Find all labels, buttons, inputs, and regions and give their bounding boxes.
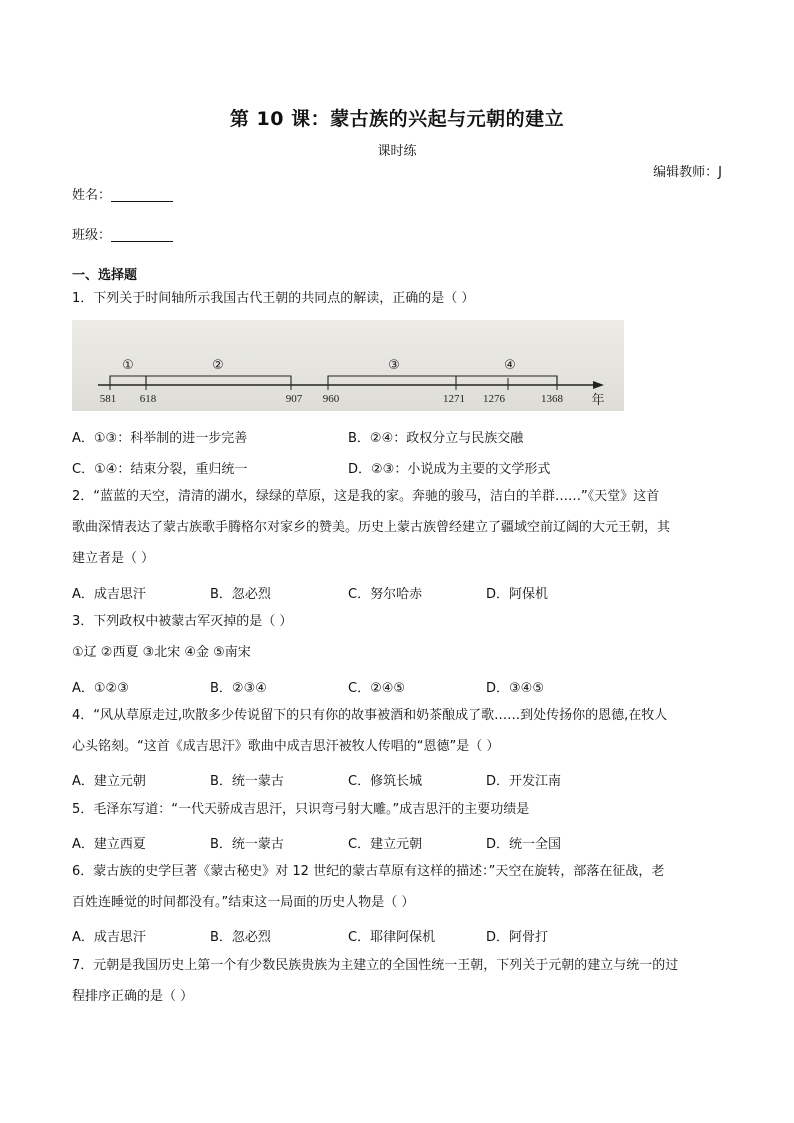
question-6-option-d[interactable]: D．阿骨打 [486, 930, 549, 945]
name-blank[interactable] [111, 187, 173, 202]
name-label: 姓名： [72, 188, 112, 203]
tick-label-618: 618 [139, 393, 157, 405]
axis-unit-label: 年 [591, 393, 605, 408]
tick-label-960: 960 [322, 393, 340, 405]
question-3-option-c[interactable]: C．②④⑤ [348, 681, 406, 696]
tick-label-1276: 1276 [483, 393, 505, 405]
question-2-option-d[interactable]: D．阿保机 [486, 587, 549, 602]
page-title: 第 10 课：蒙古族的兴起与元朝的建立 [229, 108, 565, 130]
question-5-option-c[interactable]: C．建立元朝 [348, 837, 423, 852]
question-7-line-2: 程排序正确的是（ ） [72, 989, 194, 1004]
bracket-label-1: ① [122, 358, 134, 373]
name-field [72, 184, 173, 203]
class-field [72, 224, 173, 243]
question-6-option-b[interactable]: B．忽必烈 [210, 930, 271, 945]
question-1-option-b[interactable]: B．②④：政权分立与民族交融 [348, 431, 524, 446]
bracket-4 [456, 376, 557, 385]
timeline-svg [72, 320, 624, 411]
question-3-line-1: 3．下列政权中被蒙古军灭掉的是（ ） [72, 614, 293, 629]
question-2-option-b[interactable]: B．忽必烈 [210, 587, 271, 602]
editor-label: 编辑教师：J [653, 165, 722, 180]
question-1-line-1: 1．下列关于时间轴所示我国古代王朝的共同点的解读，正确的是（ ） [72, 291, 475, 306]
question-1-option-d[interactable]: D．②③：小说成为主要的文学形式 [348, 462, 551, 477]
question-1-option-c[interactable]: C．①④：结束分裂，重归统一 [72, 462, 248, 477]
question-1-option-a[interactable]: A．①③：科举制的进一步完善 [72, 431, 248, 446]
bracket-label-4: ④ [504, 358, 516, 373]
bracket-label-2: ② [212, 358, 224, 373]
class-label: 班级： [72, 228, 112, 243]
bracket-2 [146, 376, 291, 385]
question-4-line-2: 心头铭刻。“这首《成吉思汗》歌曲中成吉思汗被牧人传唱的“恩德”是（ ） [72, 739, 500, 754]
page-subtitle: 课时练 [377, 144, 417, 159]
section-title: 一、选择题 [72, 268, 138, 283]
question-6-option-a[interactable]: A．成吉思汗 [72, 930, 146, 945]
question-4-option-a[interactable]: A．建立元朝 [72, 774, 146, 789]
question-3-option-a[interactable]: A．①②③ [72, 681, 129, 696]
question-4-line-1: 4．“风从草原走过,吹散多少传说留下的只有你的故事被酒和奶茶酿成了歌……到处传扬你的恩德,在牧人 [72, 708, 668, 723]
question-3-option-b[interactable]: B．②③④ [210, 681, 267, 696]
question-4-option-b[interactable]: B．统一蒙古 [210, 774, 284, 789]
timeline-arrow [593, 381, 604, 389]
question-6-line-1: 6．蒙古族的史学巨著《蒙古秘史》对 12 世纪的蒙古草原有这样的描述：”天空在旋转，部落在征战，老 [72, 864, 665, 879]
bracket-1 [110, 376, 146, 385]
tick-label-1271: 1271 [443, 393, 465, 405]
question-5-option-a[interactable]: A．建立西夏 [72, 837, 146, 852]
question-2-line-2: 歌曲深情表达了蒙古族歌手腾格尔对家乡的赞美。历史上蒙古族曾经建立了疆域空前辽阔的大元王朝，其 [72, 520, 671, 535]
question-6-option-c[interactable]: C．耶律阿保机 [348, 930, 436, 945]
bracket-label-3: ③ [388, 358, 400, 373]
question-5-option-b[interactable]: B．统一蒙古 [210, 837, 284, 852]
question-2-option-a[interactable]: A．成吉思汗 [72, 587, 146, 602]
tick-label-907: 907 [285, 393, 303, 405]
question-2-line-3: 建立者是（ ） [72, 551, 155, 566]
bracket-3 [328, 376, 557, 385]
question-3-line-2: ①辽 ②西夏 ③北宋 ④金 ⑤南宋 [72, 645, 251, 660]
class-blank[interactable] [111, 227, 173, 242]
question-4-option-d[interactable]: D．开发江南 [486, 774, 562, 789]
question-2-option-c[interactable]: C．努尔哈赤 [348, 587, 423, 602]
question-4-option-c[interactable]: C．修筑长城 [348, 774, 423, 789]
question-2-line-1: 2．“蓝蓝的天空，清清的湖水，绿绿的草原，这是我的家。奔驰的骏马，洁白的羊群……”《天堂》这首 [72, 489, 660, 504]
question-3-option-d[interactable]: D．③④⑤ [486, 681, 544, 696]
timeline-image [72, 320, 624, 411]
question-5-line-1: 5．毛泽东写道：“一代天骄成吉思汗，只识弯弓射大雕。”成吉思汗的主要功绩是 [72, 802, 530, 817]
tick-label-1368: 1368 [541, 393, 563, 405]
question-7-line-1: 7．元朝是我国历史上第一个有少数民族贵族为主建立的全国性统一王朝，下列关于元朝的建立与统一的过 [72, 958, 679, 973]
question-5-option-d[interactable]: D．统一全国 [486, 837, 562, 852]
question-6-line-2: 百姓连睡觉的时间都没有。”结束这一局面的历史人物是（ ） [72, 895, 415, 910]
tick-label-581: 581 [99, 393, 117, 405]
